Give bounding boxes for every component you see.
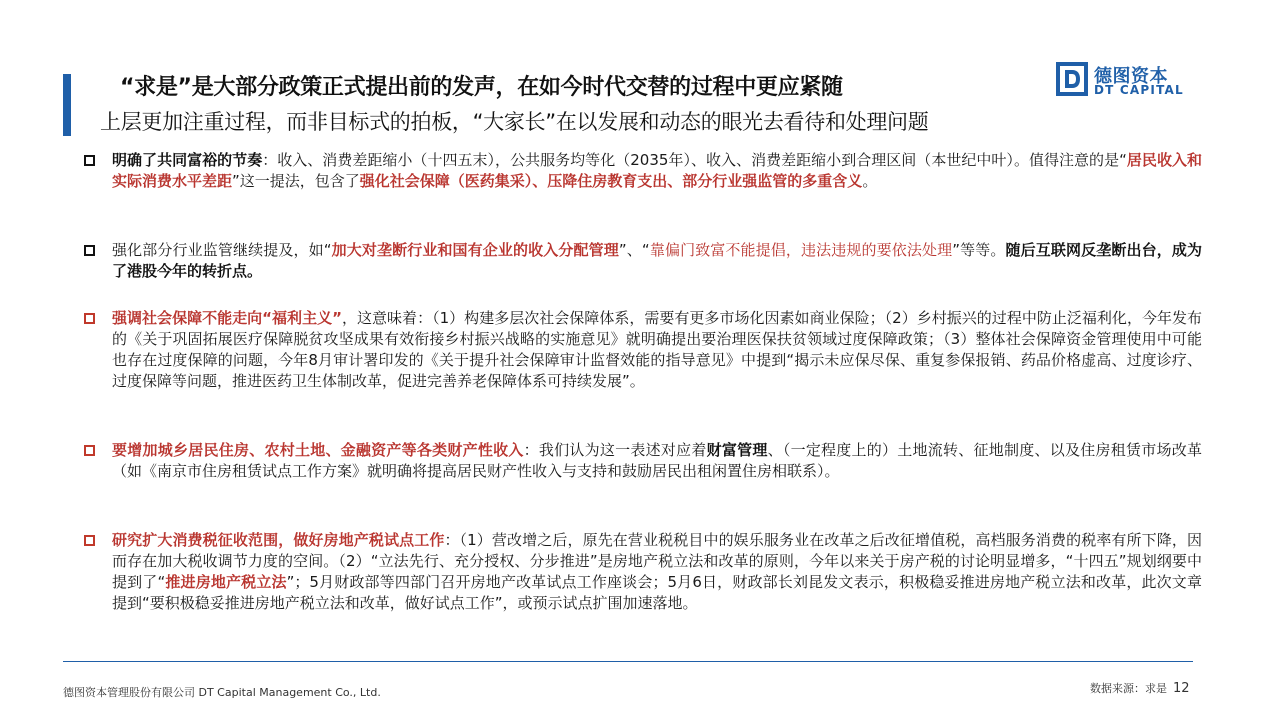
bullet-text (112, 150, 1202, 192)
page-title: “求是”是大部分政策正式提出前的发声，在如今时代交替的过程中更应紧随 (120, 75, 843, 100)
square-bullet-icon (84, 445, 95, 456)
bullet-segment: 居民收入和实际消费水平差距 (112, 151, 1202, 190)
bullet-segment: 强化部分行业监管继续提及，如“ (112, 241, 332, 259)
bullet-segment: 。 (862, 172, 878, 190)
bullet-segment: ”；5月财政部等四部门召开房地产改革试点工作座谈会；5月6日，财政部长刘昆发文表示，积极稳妥推进房地产税立法和改革，此次文章提到“要积极稳妥推进房地产税立法和改革，做好试点工作”，或预示试点扩围加速落地。 (112, 573, 1202, 612)
bullet-segment: ”、“ (618, 241, 650, 259)
logo-name-cn: 德图资本 (1094, 66, 1168, 87)
bullet-segment: 推进房地产税立法 (165, 573, 287, 591)
bullet-segment: ，这意味着：（1）构建多层次社会保障体系，需要有更多市场化因素如商业保险；（2）乡村振兴的过程中防止泛福利化，今年发布的《关于巩固拓展医疗保障脱贫攻坚成果有效衔接乡村振兴战略的实施意见》就明确提出要治理医保扶贫领域过度保障政策；（3）整体社会保障资金管理使用中可能也存在过度保障的问题，今年8月审计署印发的《关于提升社会保障审计监督效能的指导意见》中提到“揭示未应保尽保、重复参保报销、药品价格虚高、过度诊疗、过度保障等问题，推进医药卫生体制改革，促进完善养老保障体系可持续发展”。 (112, 309, 1203, 390)
bullet-segment: 强调社会保障不能走向“福利主义” (112, 309, 342, 327)
bullet-segment: 强化社会保障（医药集采）、压降住房教育支出、部分行业强监管的多重含义 (359, 172, 863, 190)
bullet-segment: ：（1）营改增之后，原先在营业税税目中的娱乐服务业在改革之后改征增值税，高档服务消费的税率有所下降，因而存在加大税收调节力度的空间。（2）“立法先行、充分授权、分步推进”是房地产税立法和改革的原则，今年以来关于房产税的讨论明显增多，“十四五”规划纲要中提到了“ (112, 531, 1202, 591)
bullet-segment: ”这一提法，包含了 (232, 172, 360, 190)
bullet-segment: 靠偏门致富不能提倡，违法违规的要依法处理 (649, 241, 953, 259)
bullet-segment: ：我们认为这一表述对应着 (523, 441, 707, 459)
footer-divider (63, 661, 1193, 662)
bullet-segment: ：收入、消费差距缩小（十四五末），公共服务均等化（2035年）、收入、消费差距缩小到合理区间（本世纪中叶）。值得注意的是“ (262, 151, 1127, 169)
square-bullet-icon (84, 245, 95, 256)
square-bullet-icon (84, 535, 95, 546)
bullet-text (112, 440, 1202, 482)
bullet-text (112, 240, 1202, 282)
footer-source (1090, 680, 1190, 696)
source-note: 数据来源：求是 (1090, 682, 1167, 695)
bullet-segment: 、（一定程度上的）土地流转、征地制度、以及住房租赁市场改革（如《南京市住房租赁试点工作方案》就明确将提高居民财产性收入与支持和鼓励居民出租闲置住房相联系）。 (112, 441, 1202, 480)
bullet-segment: 财富管理 (706, 441, 768, 459)
bullet-segment: 明确了共同富裕的节奏 (112, 151, 263, 169)
bullet-text (112, 308, 1202, 392)
bullet-segment: 加大对垄断行业和国有企业的收入分配管理 (331, 241, 619, 259)
logo-name-en: DT CAPITAL (1094, 83, 1184, 97)
bullet-segment: 随后互联网反垄断出台，成为了港股今年的转折点。 (112, 241, 1202, 280)
title-accent-bar (63, 74, 71, 136)
bullet-segment: 研究扩大消费税征收范围，做好房地产税试点工作 (112, 531, 445, 549)
footer-company: 德图资本管理股份有限公司 DT Capital Management Co., Ltd. (63, 686, 381, 699)
page-number: 12 (1173, 681, 1190, 696)
dt-logo-icon (1056, 62, 1088, 96)
page-subtitle: 上层更加注重过程，而非目标式的拍板，“大家长”在以发展和动态的眼光去看待和处理问题 (100, 110, 929, 134)
square-bullet-icon (84, 155, 95, 166)
bullet-segment: ”等等。 (952, 241, 1006, 259)
bullet-text (112, 530, 1202, 614)
bullet-segment: 要增加城乡居民住房、农村土地、金融资产等各类财产性收入 (112, 441, 524, 459)
company-logo (1056, 62, 1206, 100)
square-bullet-icon (84, 313, 95, 324)
